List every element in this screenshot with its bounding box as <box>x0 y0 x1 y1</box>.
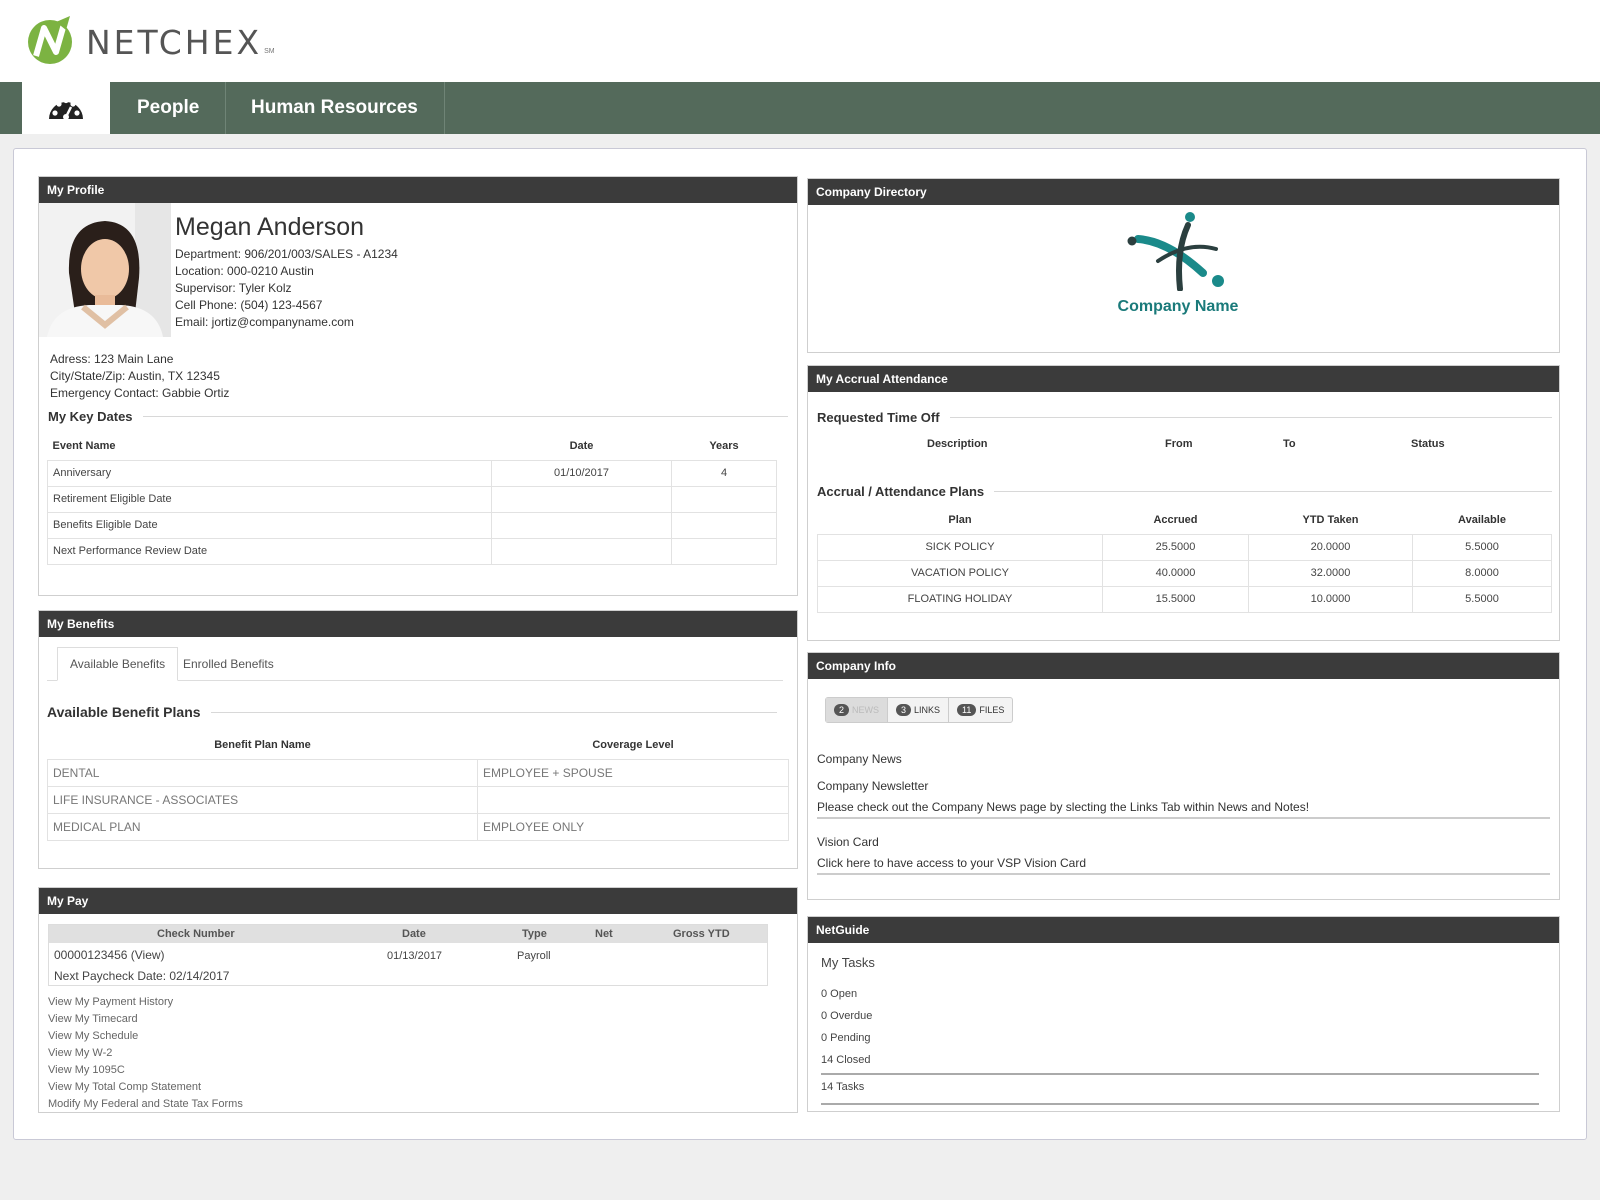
profile-email: Email: jortiz@companyname.com <box>175 315 354 329</box>
table-row <box>48 486 777 512</box>
company-directory-title: Company Directory <box>808 179 1559 205</box>
benefit-plan-name: LIFE INSURANCE - ASSOCIATES <box>48 786 478 813</box>
link-1095c[interactable]: View My 1095C <box>48 1064 125 1076</box>
requested-header-status: Status <box>1411 438 1445 450</box>
key-date-date <box>492 486 672 512</box>
company-info-panel <box>807 652 1560 900</box>
task-closed[interactable]: 14 Closed <box>821 1054 871 1066</box>
link-total-comp[interactable]: View My Total Comp Statement <box>48 1081 202 1093</box>
link-w2[interactable]: View My W-2 <box>48 1047 113 1059</box>
pay-check-number-link[interactable]: 00000123456 (View) <box>54 948 165 962</box>
benefits-tab-bar <box>47 637 783 681</box>
my-benefits-panel <box>38 610 798 869</box>
task-pending[interactable]: 0 Pending <box>821 1032 871 1044</box>
news-item[interactable] <box>817 835 1550 875</box>
accrual-accrued: 15.5000 <box>1103 586 1249 612</box>
pay-header-row <box>49 925 767 943</box>
profile-supervisor: Supervisor: Tyler Kolz <box>175 281 292 295</box>
news-item-text: Please check out the Company News page by slecting the Links Tab within News and Notes! <box>817 800 1310 814</box>
link-tax-forms[interactable]: Modify My Federal and State Tax Forms <box>48 1098 243 1110</box>
pay-table <box>48 924 768 986</box>
pay-date: 01/13/2017 <box>387 950 443 962</box>
netchex-logo[interactable] <box>26 12 275 68</box>
key-date-event: Retirement Eligible Date <box>48 486 492 512</box>
company-name: Company Name <box>1117 298 1239 315</box>
profile-city-state-zip: City/State/Zip: Austin, TX 12345 <box>50 369 220 383</box>
benefit-plans-rule <box>211 712 777 713</box>
key-dates-header-event: Event Name <box>52 439 116 452</box>
key-dates-header-date: Date <box>569 439 594 452</box>
accrual-available: 8.0000 <box>1413 560 1552 586</box>
accrual-plans-header-row <box>818 506 1552 534</box>
accrual-attendance-panel <box>807 365 1560 641</box>
key-dates-table <box>47 432 777 565</box>
key-date-event: Next Performance Review Date <box>48 538 492 564</box>
news-item-title: Company Newsletter <box>817 779 929 793</box>
my-profile-title: My Profile <box>39 177 797 203</box>
accrual-plan: VACATION POLICY <box>818 560 1103 586</box>
benefits-header-coverage: Coverage Level <box>592 738 674 751</box>
key-date-years <box>672 512 777 538</box>
accrual-header-ytd-taken: YTD Taken <box>1302 513 1359 526</box>
main-nav <box>0 82 1600 134</box>
tab-available-benefits[interactable]: Available Benefits <box>57 647 178 681</box>
requested-time-off-title <box>817 410 1552 425</box>
accrual-plan: SICK POLICY <box>818 534 1103 560</box>
key-date-years <box>672 538 777 564</box>
accrual-header-accrued: Accrued <box>1153 513 1198 526</box>
benefits-header-row <box>48 731 789 759</box>
table-row <box>48 460 777 486</box>
pay-links <box>48 994 243 1113</box>
news-item[interactable] <box>817 779 1550 819</box>
files-count: 11 <box>957 704 976 716</box>
key-date-event: Anniversary <box>48 460 492 486</box>
tasks-divider <box>821 1073 1539 1075</box>
accrual-plans-rule <box>994 491 1552 492</box>
key-dates-rule <box>143 416 788 417</box>
tasks-bottom-divider <box>821 1103 1539 1105</box>
key-date-years <box>672 486 777 512</box>
link-timecard[interactable]: View My Timecard <box>48 1013 138 1025</box>
benefit-coverage: EMPLOYEE + SPOUSE <box>478 759 789 786</box>
accrual-ytd-taken: 20.0000 <box>1249 534 1413 560</box>
top-bar <box>0 0 1600 82</box>
benefit-plan-name: MEDICAL PLAN <box>48 813 478 840</box>
pay-type: Payroll <box>517 950 551 962</box>
accrual-plans-table <box>817 506 1552 613</box>
requested-time-off-rule <box>950 417 1552 418</box>
tab-news[interactable] <box>826 698 888 722</box>
accrual-ytd-taken: 32.0000 <box>1249 560 1413 586</box>
key-date-date <box>492 512 672 538</box>
benefits-table <box>47 731 789 841</box>
table-row <box>818 534 1552 560</box>
table-row <box>818 586 1552 612</box>
key-date-years: 4 <box>672 460 777 486</box>
benefit-plans-title-text: Available Benefit Plans <box>47 704 201 720</box>
requested-header-to: To <box>1283 438 1296 450</box>
benefit-plans-title <box>47 704 777 720</box>
news-item-text: Click here to have access to your VSP Vision Card <box>817 856 1087 870</box>
profile-location: Location: 000-0210 Austin <box>175 264 314 278</box>
table-row <box>48 538 777 564</box>
accrual-attendance-title: My Accrual Attendance <box>808 366 1559 392</box>
task-overdue[interactable]: 0 Overdue <box>821 1010 873 1022</box>
benefit-coverage: EMPLOYEE ONLY <box>478 813 789 840</box>
pay-header-date: Date <box>402 928 426 940</box>
requested-header-from: From <box>1165 438 1193 450</box>
files-label: FILES <box>979 705 1005 715</box>
company-logo[interactable] <box>1068 211 1288 321</box>
accrual-plans-title <box>817 484 1552 499</box>
links-label: LINKS <box>914 705 941 715</box>
table-row <box>48 759 789 786</box>
key-date-date: 01/10/2017 <box>492 460 672 486</box>
brand-name: NETCHEX <box>86 22 263 62</box>
netguide-panel <box>807 916 1560 1112</box>
company-info-title: Company Info <box>808 653 1559 679</box>
profile-cell-phone: Cell Phone: (504) 123-4567 <box>175 298 323 312</box>
key-dates-title <box>48 409 788 424</box>
profile-name: Megan Anderson <box>175 213 365 241</box>
pay-header-type: Type <box>522 928 547 940</box>
key-date-event: Benefits Eligible Date <box>48 512 492 538</box>
company-info-tabs <box>825 697 1013 723</box>
link-payment-history[interactable]: View My Payment History <box>48 996 174 1008</box>
accrual-header-plan: Plan <box>948 513 972 526</box>
benefit-coverage <box>478 786 789 813</box>
tab-enrolled-benefits[interactable]: Enrolled Benefits <box>183 657 274 671</box>
nav-people[interactable]: People <box>111 82 226 134</box>
requested-header-description: Description <box>927 438 988 450</box>
accrual-available: 5.5000 <box>1413 586 1552 612</box>
table-row <box>48 813 789 840</box>
task-total[interactable]: 14 Tasks <box>821 1081 865 1093</box>
avatar-photo <box>39 203 171 337</box>
accrual-available: 5.5000 <box>1413 534 1552 560</box>
link-schedule[interactable]: View My Schedule <box>48 1030 139 1042</box>
news-label: NEWS <box>852 705 880 715</box>
requested-time-off-text: Requested Time Off <box>817 410 940 425</box>
company-news-header: Company News <box>817 752 902 766</box>
benefit-plan-name: DENTAL <box>48 759 478 786</box>
key-dates-header-row <box>48 432 777 460</box>
accrual-ytd-taken: 10.0000 <box>1249 586 1413 612</box>
pay-header-check: Check Number <box>157 928 235 940</box>
task-list <box>821 983 872 1071</box>
key-date-date <box>492 538 672 564</box>
key-dates-title-text: My Key Dates <box>48 409 133 424</box>
tab-links[interactable] <box>888 698 949 722</box>
links-count: 3 <box>896 704 911 716</box>
accrual-accrued: 40.0000 <box>1103 560 1249 586</box>
my-profile-panel <box>38 176 798 596</box>
nav-home[interactable] <box>22 82 110 134</box>
accrual-header-available: Available <box>1458 513 1506 526</box>
my-tasks-title: My Tasks <box>821 955 875 970</box>
avatar[interactable] <box>39 203 171 337</box>
nav-human-resources[interactable]: Human Resources <box>225 82 445 134</box>
news-item-title: Vision Card <box>817 835 879 849</box>
table-row <box>818 560 1552 586</box>
tab-files[interactable] <box>949 698 1012 722</box>
accrual-plans-text: Accrual / Attendance Plans <box>817 484 985 499</box>
next-paycheck-date: Next Paycheck Date: 02/14/2017 <box>54 969 230 983</box>
table-row <box>48 512 777 538</box>
task-open[interactable]: 0 Open <box>821 988 858 1000</box>
dashboard-icon <box>47 93 85 123</box>
profile-address: Adress: 123 Main Lane <box>50 352 174 366</box>
profile-department: Department: 906/201/003/SALES - A1234 <box>175 247 398 261</box>
my-benefits-title: My Benefits <box>39 611 797 637</box>
pay-header-net: Net <box>595 928 613 940</box>
key-dates-header-years: Years <box>709 439 739 452</box>
table-row <box>48 786 789 813</box>
netchex-logo-icon <box>26 12 78 68</box>
brand-trademark: SM <box>264 47 275 55</box>
dashboard-frame <box>13 148 1587 1140</box>
pay-header-gross-ytd: Gross YTD <box>673 928 730 940</box>
my-pay-title: My Pay <box>39 888 797 914</box>
benefits-header-plan: Benefit Plan Name <box>214 738 311 751</box>
news-count: 2 <box>834 704 849 716</box>
my-pay-panel <box>38 887 798 1113</box>
profile-emergency-contact: Emergency Contact: Gabbie Ortiz <box>50 386 230 400</box>
accrual-plan: FLOATING HOLIDAY <box>818 586 1103 612</box>
netguide-title: NetGuide <box>808 917 1559 943</box>
company-logo-icon <box>1118 211 1238 291</box>
accrual-accrued: 25.5000 <box>1103 534 1249 560</box>
company-directory-panel <box>807 178 1560 353</box>
